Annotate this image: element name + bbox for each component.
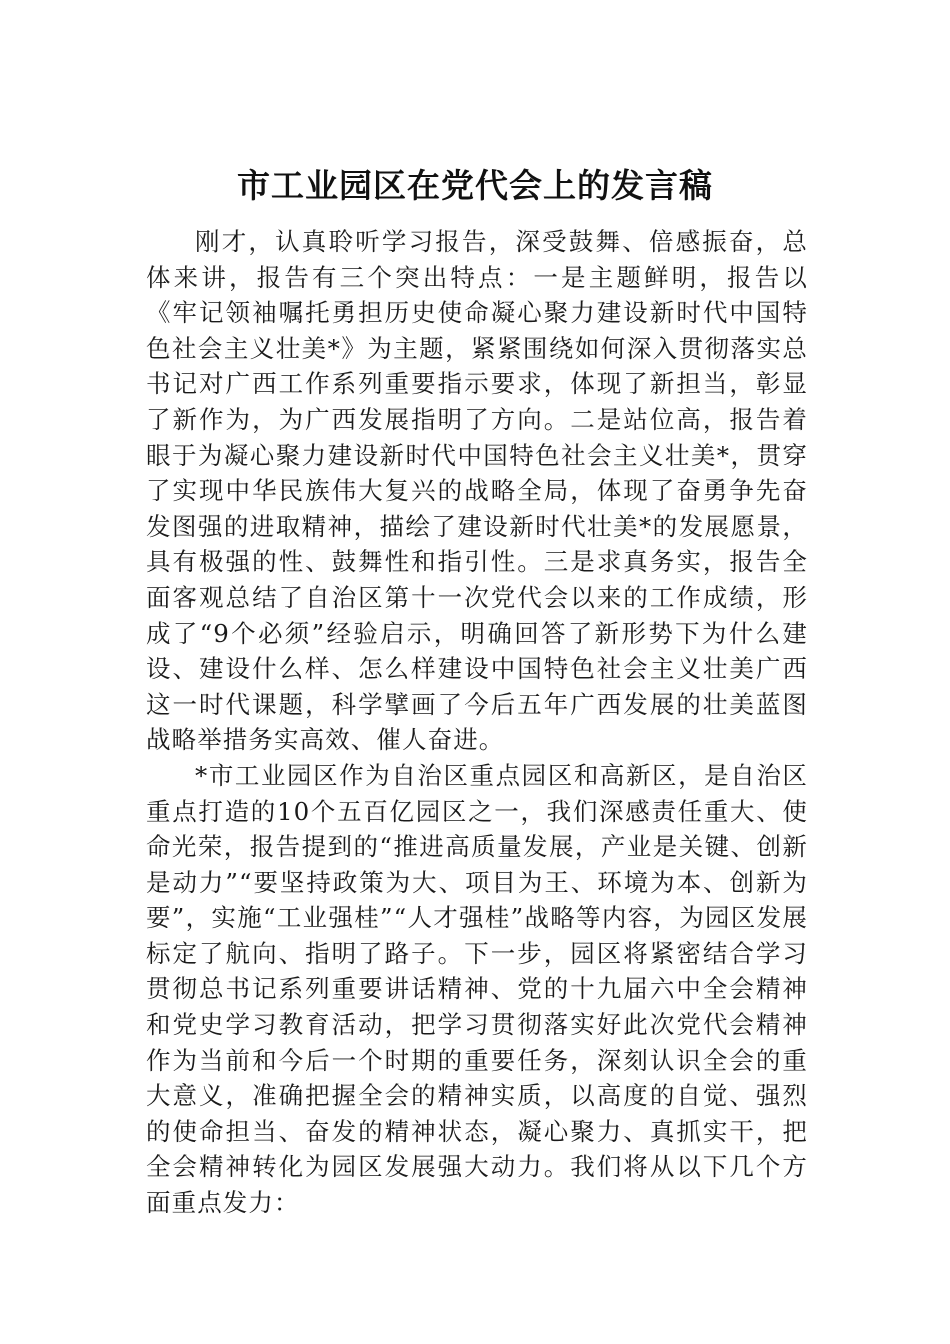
paragraph: *市工业园区作为自治区重点园区和高新区，是自治区重点打造的10个五百亿园区之一，我们深感责任重大、使命光荣，报告提到的“推进高质量发展，产业是关键、创新是动力”“要坚持政策为大、项目为王、环境为本、创新为要”，实施“工业强桂”“人才强桂”战略等内容，为园区发展标定了航向、指明了路子。下一步，园区将紧密结合学习贯彻总书记系列重要讲话精神、党的十九届六中全会精神和党史学习教育活动，把学习贯彻落实好此次党代会精神作为当前和今后一个时期的重要任务，深刻认识全会的重大意义，准确把握全会的精神实质，以高度的自觉、强烈的使命担当、奋发的精神状态，凝心聚力、真抓实干，把全会精神转化为园区发展强大动力。我们将从以下几个方面重点发力：: [146, 760, 808, 1218]
document-body: [146, 224, 808, 1221]
paragraph: 刚才，认真聆听学习报告，深受鼓舞、倍感振奋，总体来讲，报告有三个突出特点：一是主题鲜明，报告以《牢记领袖嘱托勇担历史使命凝心聚力建设新时代中国特色社会主义壮美*》为主题，紧紧围绕如何深入贯彻落实总书记对广西工作系列重要指示要求，体现了新担当，彰显了新作为，为广西发展指明了方向。二是站位高，报告着眼于为凝心聚力建设新时代中国特色社会主义壮美*，贯穿了实现中华民族伟大复兴的战略全局，体现了奋勇争先奋发图强的进取精神，描绘了建设新时代壮美*的发展愿景，具有极强的性、鼓舞性和指引性。三是求真务实，报告全面客观总结了自治区第十一次党代会以来的工作成绩，形成了“9个必须”经验启示，明确回答了新形势下为什么建设、建设什么样、怎么样建设中国特色社会主义壮美广西这一时代课题，科学擘画了今后五年广西发展的壮美蓝图战略举措务实高效、催人奋进。: [146, 227, 808, 755]
document-title: 市工业园区在党代会上的发言稿: [237, 166, 713, 205]
